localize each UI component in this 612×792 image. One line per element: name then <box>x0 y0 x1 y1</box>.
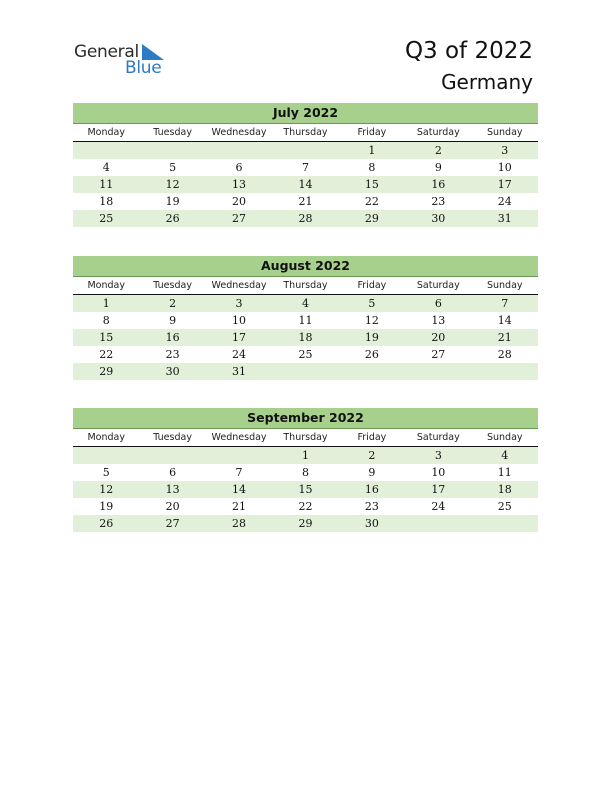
day-cell: 1 <box>102 297 110 310</box>
week-row <box>73 210 538 227</box>
page-title: Q3 of 2022 <box>404 38 533 64</box>
day-cell: 24 <box>232 348 247 361</box>
week-row <box>73 498 538 515</box>
day-cell <box>139 142 205 159</box>
day-cell: 8 <box>102 314 110 327</box>
day-cell: 4 <box>501 449 509 462</box>
month-block-july <box>73 103 538 227</box>
weekday-label: Wednesday <box>211 280 267 291</box>
day-cell: 27 <box>431 348 446 361</box>
weekday-label: Wednesday <box>211 127 267 138</box>
day-cell <box>472 363 538 380</box>
month-title: September 2022 <box>73 408 538 429</box>
day-cell: 13 <box>232 178 247 191</box>
day-cell: 24 <box>431 500 446 513</box>
day-cell: 20 <box>431 331 446 344</box>
month-title: August 2022 <box>73 256 538 277</box>
week-row <box>73 142 538 159</box>
day-cell: 12 <box>364 314 379 327</box>
weekday-label: Friday <box>357 127 387 138</box>
day-cell: 9 <box>368 466 376 479</box>
day-cell: 7 <box>235 466 243 479</box>
day-cell: 20 <box>232 195 247 208</box>
day-cell: 12 <box>165 178 180 191</box>
day-cell: 1 <box>368 144 376 157</box>
day-cell: 18 <box>99 195 114 208</box>
week-row <box>73 312 538 329</box>
weekday-label: Friday <box>357 432 387 443</box>
brand-name-general: General <box>74 42 139 62</box>
day-cell: 31 <box>497 212 512 225</box>
day-cell <box>405 363 471 380</box>
day-cell: 4 <box>102 161 110 174</box>
weekday-label: Sunday <box>486 127 523 138</box>
day-cell: 3 <box>501 144 509 157</box>
week-row <box>73 515 538 532</box>
day-cell <box>472 515 538 532</box>
week-row <box>73 447 538 464</box>
day-cell: 1 <box>301 449 309 462</box>
week-row <box>73 329 538 346</box>
week-row <box>73 464 538 481</box>
day-cell: 13 <box>431 314 446 327</box>
day-cell: 7 <box>301 161 309 174</box>
brand-logo <box>74 42 174 78</box>
week-row <box>73 346 538 363</box>
day-cell: 26 <box>165 212 180 225</box>
day-cell: 29 <box>298 517 313 530</box>
day-cell: 26 <box>99 517 114 530</box>
day-cell: 5 <box>169 161 177 174</box>
weekday-header-row <box>73 429 538 447</box>
day-cell: 9 <box>169 314 177 327</box>
day-cell: 2 <box>169 297 177 310</box>
day-cell: 14 <box>298 178 313 191</box>
day-cell: 6 <box>235 161 243 174</box>
weekday-label: Monday <box>87 280 125 291</box>
day-cell: 16 <box>165 331 180 344</box>
day-cell <box>206 142 272 159</box>
day-cell: 13 <box>165 483 180 496</box>
day-cell: 30 <box>364 517 379 530</box>
day-cell <box>272 363 338 380</box>
day-cell: 28 <box>298 212 313 225</box>
day-cell: 20 <box>165 500 180 513</box>
week-row <box>73 176 538 193</box>
day-cell: 27 <box>165 517 180 530</box>
day-cell: 30 <box>431 212 446 225</box>
day-cell: 5 <box>102 466 110 479</box>
weekday-label: Thursday <box>283 280 328 291</box>
day-cell: 11 <box>99 178 114 191</box>
week-row <box>73 363 538 380</box>
day-cell: 2 <box>434 144 442 157</box>
day-cell: 16 <box>364 483 379 496</box>
day-cell: 21 <box>298 195 313 208</box>
weekday-label: Sunday <box>486 432 523 443</box>
day-cell: 8 <box>368 161 376 174</box>
day-cell: 22 <box>99 348 114 361</box>
day-cell <box>139 447 205 464</box>
day-cell: 18 <box>497 483 512 496</box>
week-row <box>73 159 538 176</box>
day-cell: 17 <box>497 178 512 191</box>
day-cell <box>73 447 139 464</box>
day-cell: 11 <box>298 314 313 327</box>
day-cell: 17 <box>232 331 247 344</box>
day-cell: 29 <box>99 365 114 378</box>
day-cell: 12 <box>99 483 114 496</box>
week-row <box>73 481 538 498</box>
day-cell: 22 <box>298 500 313 513</box>
weekday-label: Tuesday <box>153 432 192 443</box>
day-cell: 25 <box>298 348 313 361</box>
day-cell: 28 <box>497 348 512 361</box>
day-cell: 14 <box>497 314 512 327</box>
day-cell: 22 <box>364 195 379 208</box>
day-cell: 15 <box>99 331 114 344</box>
weekday-label: Saturday <box>416 280 460 291</box>
day-cell: 23 <box>364 500 379 513</box>
weekday-label: Monday <box>87 127 125 138</box>
weekday-label: Saturday <box>416 127 460 138</box>
month-title: July 2022 <box>73 103 538 124</box>
weekday-label: Sunday <box>486 280 523 291</box>
day-cell: 26 <box>364 348 379 361</box>
page-subtitle: Germany <box>441 70 533 94</box>
day-cell: 15 <box>364 178 379 191</box>
weeks-grid <box>73 447 538 532</box>
day-cell: 5 <box>368 297 376 310</box>
weekday-header-row <box>73 277 538 295</box>
day-cell: 21 <box>232 500 247 513</box>
day-cell: 27 <box>232 212 247 225</box>
day-cell: 31 <box>232 365 247 378</box>
week-row <box>73 193 538 210</box>
day-cell: 15 <box>298 483 313 496</box>
weekday-label: Monday <box>87 432 125 443</box>
day-cell: 19 <box>99 500 114 513</box>
day-cell: 10 <box>232 314 247 327</box>
day-cell: 30 <box>165 365 180 378</box>
weekday-label: Thursday <box>283 432 328 443</box>
weekday-label: Saturday <box>416 432 460 443</box>
day-cell: 28 <box>232 517 247 530</box>
day-cell: 11 <box>497 466 512 479</box>
day-cell <box>405 515 471 532</box>
day-cell: 23 <box>431 195 446 208</box>
weeks-grid <box>73 295 538 380</box>
weekday-header-row <box>73 124 538 142</box>
month-block-september <box>73 408 538 532</box>
day-cell <box>339 363 405 380</box>
day-cell: 6 <box>434 297 442 310</box>
day-cell: 2 <box>368 449 376 462</box>
day-cell: 21 <box>497 331 512 344</box>
day-cell: 8 <box>301 466 309 479</box>
weekday-label: Thursday <box>283 127 328 138</box>
day-cell: 4 <box>301 297 309 310</box>
day-cell: 16 <box>431 178 446 191</box>
day-cell: 6 <box>169 466 177 479</box>
weekday-label: Wednesday <box>211 432 267 443</box>
day-cell: 3 <box>235 297 243 310</box>
day-cell: 24 <box>497 195 512 208</box>
day-cell <box>206 447 272 464</box>
day-cell: 7 <box>501 297 509 310</box>
day-cell: 18 <box>298 331 313 344</box>
day-cell: 17 <box>431 483 446 496</box>
weekday-label: Friday <box>357 280 387 291</box>
day-cell <box>73 142 139 159</box>
day-cell: 9 <box>434 161 442 174</box>
day-cell: 10 <box>497 161 512 174</box>
weekday-label: Tuesday <box>153 127 192 138</box>
day-cell: 25 <box>99 212 114 225</box>
month-block-august <box>73 256 538 380</box>
day-cell: 29 <box>364 212 379 225</box>
day-cell: 25 <box>497 500 512 513</box>
day-cell: 10 <box>431 466 446 479</box>
day-cell: 19 <box>165 195 180 208</box>
weekday-label: Tuesday <box>153 280 192 291</box>
day-cell: 23 <box>165 348 180 361</box>
day-cell: 3 <box>434 449 442 462</box>
day-cell: 14 <box>232 483 247 496</box>
week-row <box>73 295 538 312</box>
day-cell: 19 <box>364 331 379 344</box>
weeks-grid <box>73 142 538 227</box>
day-cell <box>272 142 338 159</box>
brand-name-blue: Blue <box>125 58 162 78</box>
